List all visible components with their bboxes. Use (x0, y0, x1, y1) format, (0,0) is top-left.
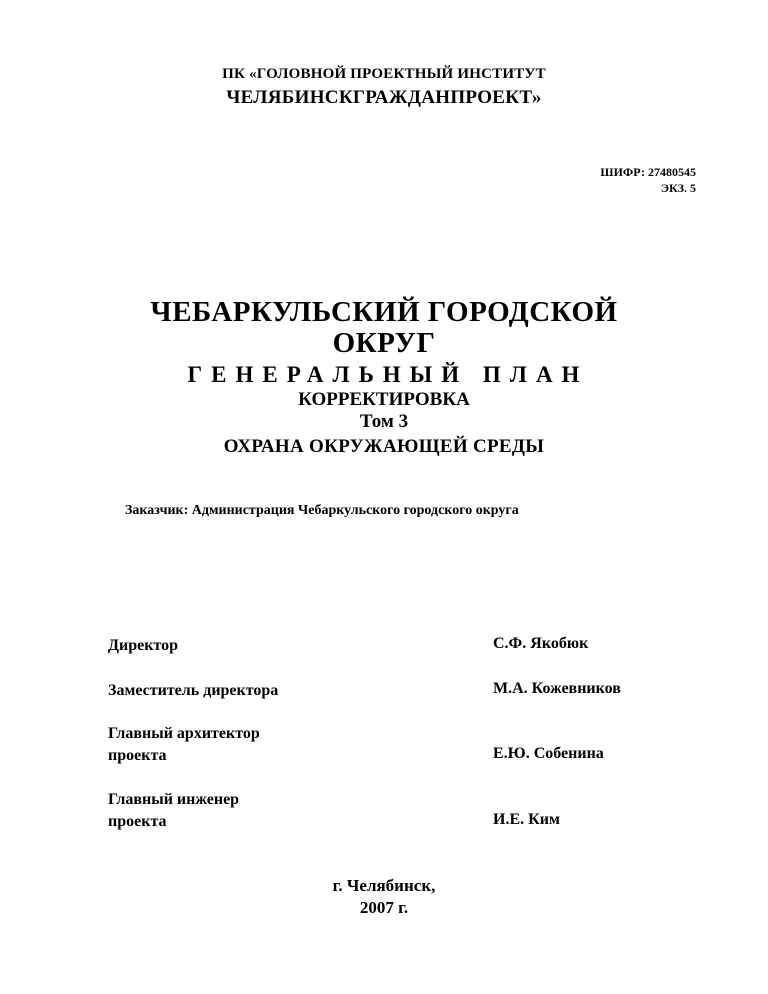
role-line: проекта (108, 747, 167, 764)
institute-name-line2: ЧЕЛЯБИНСКГРАЖДАНПРОЕКТ» (226, 87, 542, 108)
role-line: Главный архитектор (108, 725, 260, 742)
document-type: ГЕНЕРАЛЬНЫЙ ПЛАН (187, 362, 589, 387)
signature-name: И.Е. Ким (493, 811, 560, 828)
role-line: Заместитель директора (108, 682, 279, 699)
signature-role (108, 680, 278, 702)
city: г. Челябинск, (332, 876, 436, 895)
cipher-code: ШИФР: 27480545 (600, 165, 696, 179)
year: 2007 г. (359, 898, 409, 917)
document-title-line2: ОКРУГ (332, 327, 436, 359)
volume-number: Том 3 (359, 411, 409, 432)
signature-name: Е.Ю. Собенина (493, 745, 604, 762)
signature-name: М.А. Кожевников (493, 680, 621, 697)
institute-name-line1: ПК «ГОЛОВНОЙ ПРОЕКТНЫЙ ИНСТИТУТ (222, 66, 546, 82)
signature-role (108, 635, 178, 657)
role-line: Директор (108, 637, 178, 654)
signature-name: С.Ф. Якобюк (493, 635, 589, 652)
role-line: Главный инженер (108, 791, 240, 808)
document-subtype: КОРРЕКТИРОВКА (298, 389, 470, 410)
volume-title: ОХРАНА ОКРУЖАЮЩЕЙ СРЕДЫ (223, 436, 545, 457)
customer-line: Заказчик: Администрация Чебаркульского городского округа (125, 503, 519, 518)
document-title-line1: ЧЕБАРКУЛЬСКИЙ ГОРОДСКОЙ (150, 296, 618, 328)
copy-number: ЭКЗ. 5 (660, 181, 696, 195)
signature-role (108, 789, 239, 833)
role-line: проекта (108, 813, 167, 830)
signature-role (108, 723, 260, 767)
